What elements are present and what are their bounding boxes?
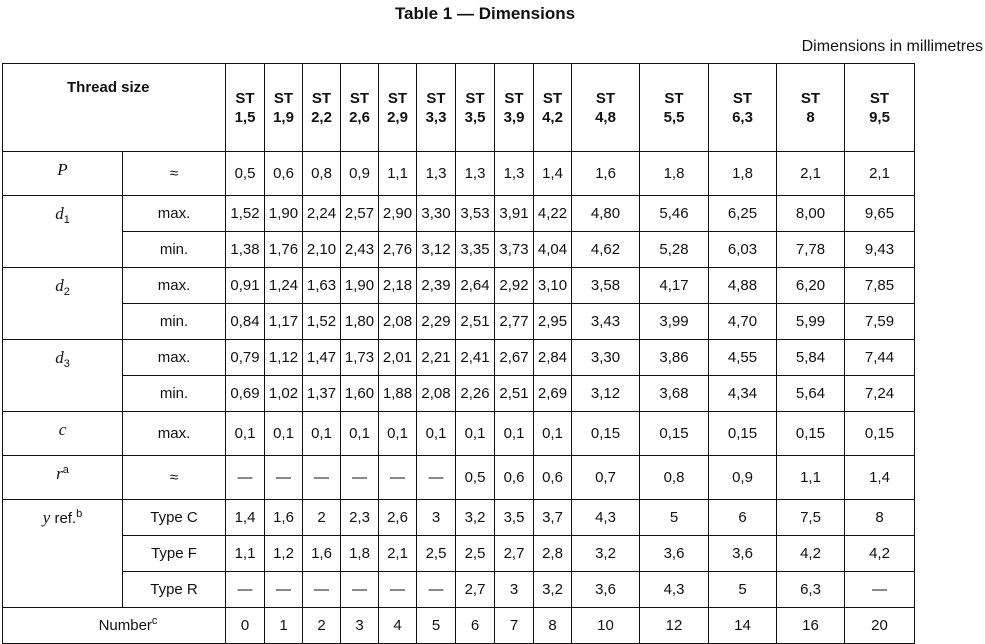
table-cell: 0,1: [495, 412, 534, 456]
table-cell: 2,24: [303, 196, 341, 232]
table-cell: 1,8: [640, 152, 709, 196]
table-cell: 1,3: [417, 152, 456, 196]
thread-prefix: ST: [800, 89, 821, 107]
thread-size-value: 4,8: [595, 108, 616, 126]
table-cell: 2,92: [495, 268, 534, 304]
thread-size-col-header: [379, 64, 417, 152]
table-cell: 2,64: [456, 268, 495, 304]
table-cell: 1,90: [265, 196, 303, 232]
table-cell: 12: [640, 608, 709, 644]
table-cell: 0,6: [495, 456, 534, 500]
thread-size-value: 9,5: [869, 108, 890, 126]
table-cell: 1,17: [265, 304, 303, 340]
table-cell: 1,63: [303, 268, 341, 304]
units-note: Dimensions in millimetres: [801, 38, 983, 55]
table-cell: 0,5: [456, 456, 495, 500]
table-row: [3, 572, 915, 608]
thread-prefix: ST: [664, 89, 684, 107]
table-cell: 4,2: [845, 536, 915, 572]
thread-prefix: ST: [465, 89, 485, 107]
table-cell: 2,1: [777, 152, 845, 196]
table-cell: 1,8: [709, 152, 777, 196]
table-cell: 2,39: [417, 268, 456, 304]
table-cell: 0,6: [534, 456, 572, 500]
table-cell: 3,30: [572, 340, 640, 376]
thread-size-value: 2,6: [349, 108, 370, 126]
table-cell: 2,29: [417, 304, 456, 340]
table-cell: 2,77: [495, 304, 534, 340]
table-cell: 1,88: [379, 376, 417, 412]
table-cell: 0,1: [226, 412, 265, 456]
table-cell: 2,90: [379, 196, 417, 232]
table-cell: 6: [456, 608, 495, 644]
table-cell: 1,1: [379, 152, 417, 196]
table-cell: 1,24: [265, 268, 303, 304]
table-row: [3, 456, 915, 500]
table-cell: 3,2: [456, 500, 495, 536]
row-qualifier: min.: [123, 376, 226, 412]
table-cell: 7: [495, 608, 534, 644]
table-cell: 0,15: [572, 412, 640, 456]
table-cell: 0,9: [341, 152, 379, 196]
table-cell: 4,22: [534, 196, 572, 232]
table-cell: 1,12: [265, 340, 303, 376]
table-cell: 0,15: [845, 412, 915, 456]
row-symbol: [3, 340, 123, 412]
table-cell: 2,76: [379, 232, 417, 268]
header-row: [3, 64, 915, 152]
table-cell: 0,1: [417, 412, 456, 456]
table-cell: —: [845, 572, 915, 608]
table-cell: 0,79: [226, 340, 265, 376]
row-symbol: [3, 268, 123, 340]
table-cell: 14: [709, 608, 777, 644]
table-cell: 6,3: [777, 572, 845, 608]
table-cell: 2,95: [534, 304, 572, 340]
table-cell: 4,70: [709, 304, 777, 340]
thread-size-value: 8: [806, 108, 815, 126]
table-cell: 4,2: [777, 536, 845, 572]
thread-size-col-header: [456, 64, 495, 152]
table-cell: —: [303, 456, 341, 500]
symbol-text: d: [55, 348, 64, 367]
thread-prefix: ST: [235, 89, 255, 107]
table-cell: 5,28: [640, 232, 709, 268]
row-symbol: [3, 152, 123, 196]
table-cell: 3,6: [572, 572, 640, 608]
thread-size-col-header: [265, 64, 303, 152]
symbol-text: d: [55, 204, 64, 223]
table-cell: 2,08: [417, 376, 456, 412]
table-cell: 1,6: [265, 500, 303, 536]
table-row: [3, 304, 915, 340]
symbol-suffix: ref.: [50, 510, 77, 527]
table-cell: 2,21: [417, 340, 456, 376]
table-row: [3, 500, 915, 536]
table-cell: 3,30: [417, 196, 456, 232]
table-cell: 2,6: [379, 500, 417, 536]
table-cell: 7,24: [845, 376, 915, 412]
table-cell: 3,10: [534, 268, 572, 304]
table-cell: —: [379, 456, 417, 500]
symbol-text: y: [42, 508, 51, 527]
table-body: [3, 152, 915, 644]
table-cell: 1,6: [572, 152, 640, 196]
table-caption: Table 1 — Dimensions: [394, 4, 576, 23]
row-symbol: [3, 196, 123, 268]
row-qualifier: max.: [123, 340, 226, 376]
table-cell: 5: [709, 572, 777, 608]
thread-size-value: 3,3: [425, 108, 447, 126]
table-cell: 0,1: [341, 412, 379, 456]
table-cell: 6,03: [709, 232, 777, 268]
table-cell: 4,80: [572, 196, 640, 232]
table-cell: 3,12: [572, 376, 640, 412]
table-cell: 1,52: [303, 304, 341, 340]
row-qualifier: max.: [123, 268, 226, 304]
table-cell: 8: [845, 500, 915, 536]
table-cell: —: [379, 572, 417, 608]
table-cell: 3,5: [495, 500, 534, 536]
table-cell: 4,55: [709, 340, 777, 376]
table-cell: 1,3: [495, 152, 534, 196]
thread-prefix: ST: [273, 89, 294, 107]
table-cell: 5,46: [640, 196, 709, 232]
row-qualifier: ≈: [123, 152, 226, 196]
thread-prefix: ST: [349, 89, 370, 107]
table-cell: 1,02: [265, 376, 303, 412]
table-cell: 5,99: [777, 304, 845, 340]
table-cell: 1,47: [303, 340, 341, 376]
table-cell: 2,7: [456, 572, 495, 608]
row-qualifier: min.: [123, 232, 226, 268]
table-cell: 0,8: [303, 152, 341, 196]
symbol-subscript: 3: [63, 358, 70, 370]
table-cell: 3,73: [495, 232, 534, 268]
table-cell: 1,6: [303, 536, 341, 572]
footnote-marker: a: [62, 464, 69, 476]
table-cell: 3,99: [640, 304, 709, 340]
table-cell: 2: [303, 500, 341, 536]
footnote-marker: c: [151, 615, 158, 627]
table-cell: —: [341, 456, 379, 500]
thread-prefix: ST: [426, 89, 446, 107]
table-row: [3, 232, 915, 268]
row-symbol: [3, 412, 123, 456]
table-cell: 2,08: [379, 304, 417, 340]
table-cell: 3,43: [572, 304, 640, 340]
table-cell: 2,5: [456, 536, 495, 572]
thread-prefix: ST: [504, 89, 524, 107]
table-cell: 4,88: [709, 268, 777, 304]
table-cell: 3,58: [572, 268, 640, 304]
row-qualifier: Type F: [123, 536, 226, 572]
table-cell: —: [341, 572, 379, 608]
table-cell: 1,38: [226, 232, 265, 268]
thread-size-value: 1,5: [234, 108, 256, 126]
table-cell: 0,1: [379, 412, 417, 456]
table-cell: 1,52: [226, 196, 265, 232]
thread-size-value: 5,5: [663, 108, 685, 126]
table-cell: 7,78: [777, 232, 845, 268]
row-label-text: Number: [98, 617, 152, 634]
table-cell: 3,6: [640, 536, 709, 572]
row-qualifier: Type R: [123, 572, 226, 608]
row-qualifier: Type C: [123, 500, 226, 536]
table-cell: 3,2: [534, 572, 572, 608]
table-cell: 2: [303, 608, 341, 644]
table-cell: —: [417, 456, 456, 500]
table-cell: 2,01: [379, 340, 417, 376]
table-cell: 0,69: [226, 376, 265, 412]
table-cell: 0,15: [709, 412, 777, 456]
table-cell: 8,00: [777, 196, 845, 232]
table-cell: 2,51: [495, 376, 534, 412]
thread-prefix: ST: [311, 89, 332, 107]
table-cell: 3,68: [640, 376, 709, 412]
thread-size-col-header: [495, 64, 534, 152]
table-cell: 2,69: [534, 376, 572, 412]
table-cell: 6,25: [709, 196, 777, 232]
table-cell: 7,5: [777, 500, 845, 536]
row-label-number: [3, 608, 226, 644]
table-cell: 0,84: [226, 304, 265, 340]
table-cell: 4,3: [640, 572, 709, 608]
symbol-subscript: 2: [63, 286, 70, 298]
thread-size-col-header: [640, 64, 709, 152]
row-qualifier: max.: [123, 412, 226, 456]
table-cell: 2,26: [456, 376, 495, 412]
table-row: [3, 376, 915, 412]
table-cell: 6: [709, 500, 777, 536]
table-cell: —: [226, 572, 265, 608]
dimensions-table: [2, 63, 915, 644]
table-cell: 2,43: [341, 232, 379, 268]
table-cell: —: [303, 572, 341, 608]
table-cell: 1,90: [341, 268, 379, 304]
thread-prefix: ST: [387, 89, 408, 107]
table-cell: 2,5: [417, 536, 456, 572]
symbol-text: P: [57, 160, 68, 179]
table-cell: 4,34: [709, 376, 777, 412]
thread-size-col-header: [226, 64, 265, 152]
thread-size-value: 2,9: [387, 108, 408, 126]
table-cell: 3: [495, 572, 534, 608]
table-cell: 0,15: [777, 412, 845, 456]
thread-prefix: ST: [542, 89, 563, 107]
table-cell: 3,86: [640, 340, 709, 376]
table-cell: 3: [417, 500, 456, 536]
table-row: [3, 536, 915, 572]
table-cell: 1,60: [341, 376, 379, 412]
table-cell: 2,57: [341, 196, 379, 232]
table-cell: 4,3: [572, 500, 640, 536]
thread-size-value: 3,5: [464, 108, 486, 126]
symbol-text: d: [55, 276, 64, 295]
table-cell: 3,6: [709, 536, 777, 572]
table-row: [3, 412, 915, 456]
table-cell: 1,2: [265, 536, 303, 572]
table-cell: 2,67: [495, 340, 534, 376]
table-cell: —: [265, 572, 303, 608]
row-qualifier: max.: [123, 196, 226, 232]
table-cell: 3,2: [572, 536, 640, 572]
table-cell: 0,15: [640, 412, 709, 456]
table-cell: 2,51: [456, 304, 495, 340]
thread-size-col-header: [341, 64, 379, 152]
table-cell: 2,1: [845, 152, 915, 196]
table-cell: 4,17: [640, 268, 709, 304]
table-cell: 7,59: [845, 304, 915, 340]
table-cell: —: [265, 456, 303, 500]
thread-size-col-header: [845, 64, 915, 152]
row-qualifier: ≈: [123, 456, 226, 500]
table-cell: 9,43: [845, 232, 915, 268]
table-cell: 0,8: [640, 456, 709, 500]
table-cell: 1: [265, 608, 303, 644]
table-cell: 5: [640, 500, 709, 536]
table-cell: 0,91: [226, 268, 265, 304]
table-cell: 20: [845, 608, 915, 644]
table-cell: —: [417, 572, 456, 608]
table-cell: 3,7: [534, 500, 572, 536]
table-cell: 4,04: [534, 232, 572, 268]
table-cell: 2,18: [379, 268, 417, 304]
thread-prefix: ST: [732, 89, 753, 107]
table-cell: 1,73: [341, 340, 379, 376]
row-symbol: [3, 500, 123, 608]
table-cell: 2,1: [379, 536, 417, 572]
table-cell: 0,6: [265, 152, 303, 196]
table-cell: 0,1: [456, 412, 495, 456]
table-cell: —: [226, 456, 265, 500]
table-cell: 2,84: [534, 340, 572, 376]
table-cell: 2,10: [303, 232, 341, 268]
table-cell: 2,7: [495, 536, 534, 572]
table-cell: 4,62: [572, 232, 640, 268]
row-qualifier: min.: [123, 304, 226, 340]
symbol-subscript: 1: [63, 214, 70, 226]
table-cell: 5,84: [777, 340, 845, 376]
table-cell: 1,4: [534, 152, 572, 196]
table-cell: 0,9: [709, 456, 777, 500]
table-cell: 9,65: [845, 196, 915, 232]
table-cell: 2,3: [341, 500, 379, 536]
thread-size-col-header: [777, 64, 845, 152]
table-cell: 3,53: [456, 196, 495, 232]
table-cell: 0,1: [265, 412, 303, 456]
table-cell: 5,64: [777, 376, 845, 412]
thread-size-col-header: [417, 64, 456, 152]
table-cell: 2,8: [534, 536, 572, 572]
thread-prefix: ST: [869, 89, 890, 107]
footnote-marker: b: [76, 508, 83, 520]
table-cell: 7,44: [845, 340, 915, 376]
table-cell: 3,12: [417, 232, 456, 268]
table-cell: 3,91: [495, 196, 534, 232]
thread-size-value: 6,3: [732, 108, 753, 126]
table-cell: 8: [534, 608, 572, 644]
table-cell: 1,4: [226, 500, 265, 536]
table-cell: 1,1: [777, 456, 845, 500]
table-cell: 3: [341, 608, 379, 644]
table-cell: 1,80: [341, 304, 379, 340]
thread-size-col-header: [572, 64, 640, 152]
table-cell: 1,76: [265, 232, 303, 268]
table-row: [3, 340, 915, 376]
row-symbol: [3, 456, 123, 500]
table-cell: 0,1: [534, 412, 572, 456]
table-cell: 0: [226, 608, 265, 644]
table-cell: 1,8: [341, 536, 379, 572]
table-cell: 5: [417, 608, 456, 644]
table-cell: 0,5: [226, 152, 265, 196]
thread-size-value: 2,2: [311, 108, 332, 126]
table-cell: 1,4: [845, 456, 915, 500]
table-cell: 10: [572, 608, 640, 644]
thread-size-value: 1,9: [273, 108, 294, 126]
table-cell: 7,85: [845, 268, 915, 304]
thread-size-value: 3,9: [503, 108, 525, 126]
symbol-text: c: [58, 420, 67, 439]
table-row: [3, 608, 915, 644]
table-cell: 4: [379, 608, 417, 644]
table-cell: 2,41: [456, 340, 495, 376]
table-cell: 1,37: [303, 376, 341, 412]
table-cell: 3,35: [456, 232, 495, 268]
table-cell: 6,20: [777, 268, 845, 304]
thread-size-col-header: [709, 64, 777, 152]
table-cell: 1,1: [226, 536, 265, 572]
table-cell: 16: [777, 608, 845, 644]
table-row: [3, 268, 915, 304]
thread-size-value: 4,2: [542, 108, 563, 126]
table-cell: 0,7: [572, 456, 640, 500]
thread-size-col-header: [534, 64, 572, 152]
table-cell: 0,1: [303, 412, 341, 456]
table-row: [3, 196, 915, 232]
thread-size-col-header: [303, 64, 341, 152]
table-row: [3, 152, 915, 196]
table-cell: 1,3: [456, 152, 495, 196]
symbol-text: r: [56, 464, 63, 483]
thread-prefix: ST: [595, 89, 616, 107]
thread-size-header: Thread size: [3, 64, 226, 152]
